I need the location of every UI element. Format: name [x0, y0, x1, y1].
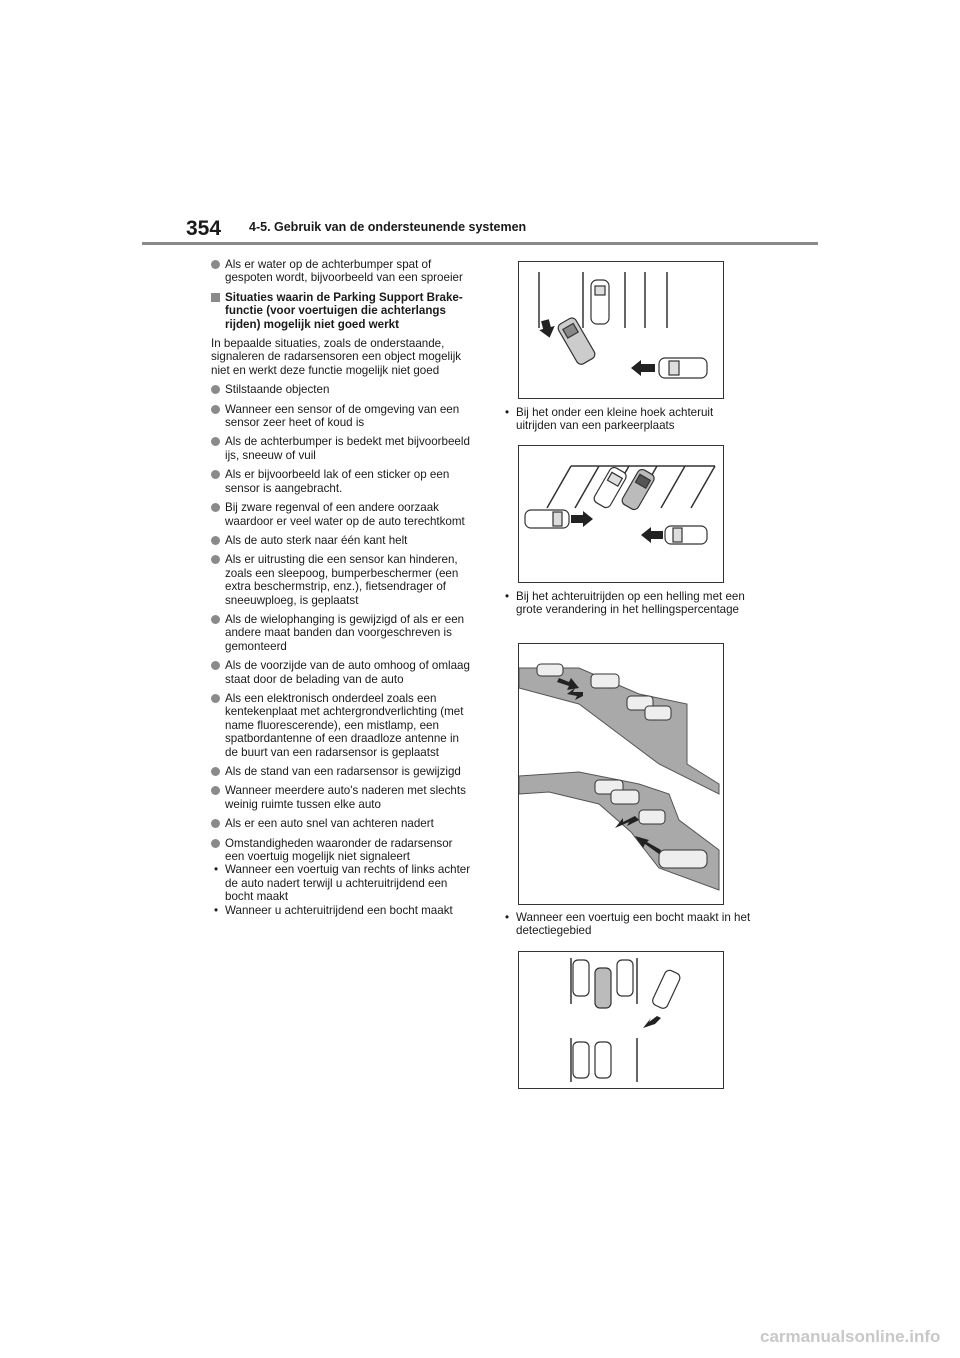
bullet-icon	[211, 819, 220, 828]
bullet-icon	[211, 786, 220, 795]
square-bullet-icon	[211, 293, 220, 302]
bullet-icon	[211, 260, 220, 269]
bullet-icon	[211, 767, 220, 776]
list-item: Als de wielophanging is gewijzigd of als er een andere maat banden dan voorgeschreven is gemonteerd	[211, 613, 471, 653]
list-item: Als de voorzijde van de auto omhoog of omlaag staat door de belading van de auto	[211, 659, 471, 686]
bullet-icon	[211, 405, 220, 414]
parking-diagram-2	[519, 446, 723, 582]
caption-3: • Wanneer een voertuig een bocht maakt in het detectiegebied	[505, 911, 751, 938]
list-item: Als er water op de achterbumper spat of gespoten wordt, bijvoorbeeld van een sproeier	[211, 258, 471, 285]
list-item: Als er een auto snel van achteren nadert	[211, 817, 471, 830]
page-number: 354	[186, 217, 222, 240]
bullet-icon	[211, 661, 220, 670]
list-item: Stilstaande objecten	[211, 383, 471, 396]
intro-paragraph: In bepaalde situaties, zoals de onderstaande, signaleren de radarsensoren een object mogelijk niet en werkt deze functie mogelijk niet goed	[211, 337, 462, 377]
bullet-icon	[211, 470, 220, 479]
sub-list-item: • Wanneer een voertuig van rechts of links achter de auto nadert terwijl u achteruitrijdend een bocht maakt	[214, 863, 471, 904]
list-item: Wanneer een sensor of de omgeving van een sensor zeer heet of koud is	[211, 403, 471, 430]
left-column	[211, 258, 471, 917]
slope-diagram	[519, 644, 723, 904]
list-item: Bij zware regenval of een andere oorzaak waardoor er veel water op de auto terechtkomt	[211, 501, 471, 528]
caption-1: • Bij het onder een kleine hoek achteruit uitrijden van een parkeerplaats	[505, 406, 714, 433]
dot-bullet: •	[214, 863, 219, 877]
bullet-icon	[211, 694, 220, 703]
sub-list-item: • Wanneer u achteruitrijdend een bocht maakt	[214, 903, 453, 917]
parking-diagram-4	[519, 952, 723, 1088]
figure-angled-parking	[518, 445, 724, 583]
watermark: carmanualsonline.info	[760, 1327, 941, 1346]
list-item: Als er bijvoorbeeld lak of een sticker op een sensor is aangebracht.	[211, 468, 471, 495]
bullet-icon	[211, 437, 220, 446]
list-item: Als de stand van een radarsensor is gewijzigd	[211, 765, 471, 778]
bullet-icon	[211, 615, 220, 624]
parking-diagram-1	[519, 262, 723, 398]
bullet-icon	[211, 555, 220, 564]
figure-parking-exit-angle	[518, 261, 724, 399]
list-item: Als de achterbumper is bedekt met bijvoorbeeld ijs, sneeuw of vuil	[211, 435, 471, 462]
section-header: 4-5. Gebruik van de ondersteunende systemen	[249, 220, 527, 234]
figure-turning-vehicle	[518, 951, 724, 1089]
bullet-icon	[211, 385, 220, 394]
bullet-icon	[211, 503, 220, 512]
section-heading: Situaties waarin de Parking Support Brake-functie (voor voertuigen die achterlangs rijden) mogelijk niet goed werkt	[211, 291, 471, 331]
figure-slope	[518, 643, 724, 905]
list-item: Als een elektronisch onderdeel zoals een kentekenplaat met achtergrondverlichting (met name fluorescerende), een mistlamp, een spatbordantenne of een draadloze antenne in de buurt van een radarsensor is geplaatst	[211, 692, 471, 759]
list-item: Wanneer meerdere auto's naderen met slechts weinig ruimte tussen elke auto	[211, 784, 471, 811]
header-divider	[142, 242, 818, 245]
list-item: Omstandigheden waaronder de radarsensor een voertuig mogelijk niet signaleert	[211, 837, 471, 864]
list-item: Als er uitrusting die een sensor kan hinderen, zoals een sleepoog, bumperbeschermer (een extra beschermstrip, enz.), fietsendrager of sneeuwploeg, is geplaatst	[211, 553, 471, 607]
caption-2: • Bij het achteruitrijden op een helling met een grote verandering in het hellingspercentage	[505, 590, 745, 617]
dot-bullet: •	[214, 903, 219, 917]
bullet-icon	[211, 536, 220, 545]
list-item: Als de auto sterk naar één kant helt	[211, 534, 471, 547]
bullet-icon	[211, 839, 220, 848]
